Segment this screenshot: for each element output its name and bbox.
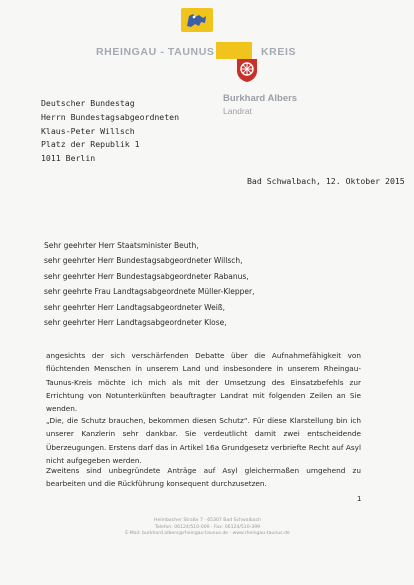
address-line: Deutscher Bundestag [41, 98, 135, 108]
footer-line: Heimbacher Straße 7 · 65307 Bad Schwalbach [153, 518, 262, 523]
salutation-line: sehr geehrter Herr Bundestagsabgeordneter Rabanus, [44, 271, 249, 281]
heraldic-lion-icon [179, 6, 215, 34]
date-line: Bad Schwalbach, 12. Oktober 2015 [247, 176, 405, 186]
footer-line: Telefon: 06124/510-000 · Fax: 06124/510-399 [154, 524, 261, 530]
page-number: 1 [357, 495, 362, 503]
salutation-line: Sehr geehrter Herr Staatsminister Beuth, [44, 241, 199, 250]
body-paragraph: angesichts der sich verschärfenden Debatte über die Aufnahmefähigkeit von flüchtenden Menschen in unserem Land und insbesondere in unserem Rheingau-Taunus-Kreis möchte ich mich als mit der Umsetzung des Einsatzbefehls zur Errichtung von Notunterkünften beauftragter Landrat mit folgenden Zeilen an Sie wenden. [46, 351, 361, 414]
org-name-right: KREIS [261, 46, 297, 58]
salutation-line: sehr geehrte Frau Landtagsabgeordnete Müller-Klepper, [44, 287, 255, 297]
address-line: Klaus-Peter Willsch [41, 125, 135, 136]
address-line: Platz der Republik 1 [41, 139, 140, 150]
address-line: 1011 Berlin [41, 153, 96, 164]
salutation-line: sehr geehrter Herr Landtagsabgeordneter Weiß, [44, 302, 225, 312]
org-name-left: RHEINGAU - TAUNUS [96, 46, 215, 58]
footer-line: E-Mail: burkhard.albers@rheingau-taunus.de · www.rheingau-taunus.de [125, 531, 290, 536]
body-paragraph: Zweitens sind unbegründete Anträge auf Asyl gleichermaßen umgehend zu bearbeiten und die Rückführung konsequent durchzusetzen. [46, 466, 361, 489]
salutation-line: sehr geehrter Herr Landtagsabgeordneter Klose, [44, 318, 227, 328]
salutation-line: sehr geehrter Herr Bundestagsabgeordneter Willsch, [44, 256, 243, 266]
footer-contact [95, 518, 320, 538]
sender-name: Burkhard Albers [223, 93, 298, 104]
brand-color-block [216, 42, 252, 59]
salutation-block [44, 238, 254, 330]
recipient-address [41, 97, 179, 166]
address-line: Herrn Bundestagsabgeordneten [41, 111, 180, 122]
wheel-shield-icon [236, 58, 258, 83]
sender-title: Landrat [223, 106, 252, 116]
body-paragraph: „Die, die Schutz brauchen, bekommen diesen Schutz“. Für diese Klarstellung bin ich unserer Kanzlerin sehr dankbar. Sie verdeutlicht damit zwei entscheidende Überzeugungen. Erstens darf das in Artikel 16a Grundgesetz verbriefte Recht auf Asyl nicht aufgegeben werden. [46, 416, 361, 465]
